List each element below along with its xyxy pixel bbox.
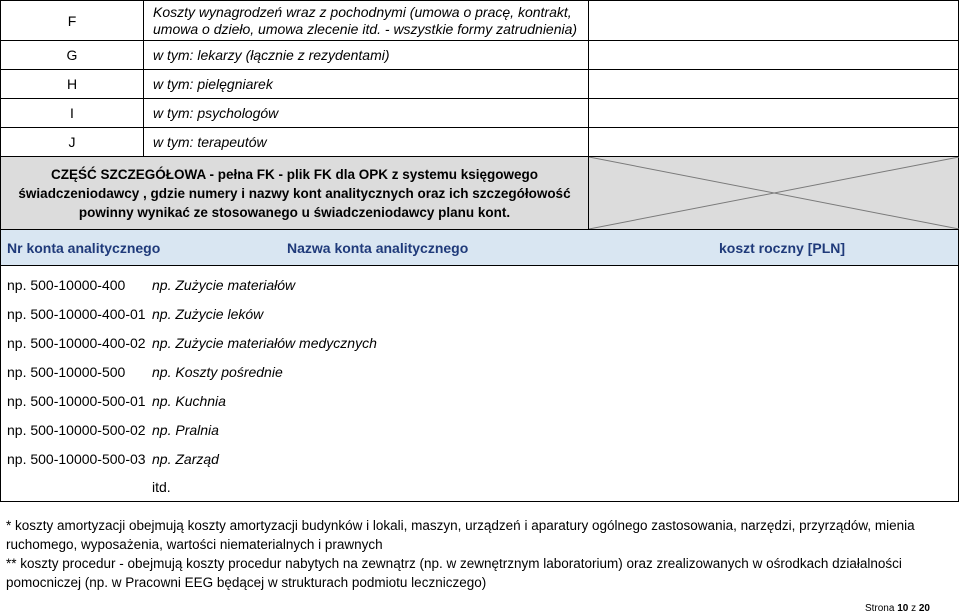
account-name: np. Zużycie materiałów [152, 277, 296, 293]
total-pages: 20 [918, 603, 930, 614]
row-description: w tym: lekarzy (łącznie z rezydentami) [144, 41, 589, 69]
section-title: CZĘŚĆ SZCZEGÓŁOWA - pełna FK - plik FK dla OPK z systemu księgowego świadczeniodawcy , gdzie numery i nazwy kont analitycznych oraz ich szczegółowość powinny wynikać ze stosowanego u świadczeniodawcy planu kont. [1, 157, 589, 229]
page-number [865, 603, 930, 614]
table-row [0, 99, 959, 128]
footnotes [6, 516, 951, 592]
account-name: np. Pralnia [152, 422, 219, 438]
row-description: w tym: psychologów [144, 99, 589, 127]
account-name: itd. [152, 479, 171, 495]
account-number: np. 500-10000-400-01 [7, 306, 146, 322]
row-letter: I [1, 99, 144, 127]
row-description: w tym: pielęgniarek [144, 70, 589, 98]
row-letter: J [1, 128, 144, 156]
cross-mark [589, 157, 959, 229]
table-row [0, 70, 959, 99]
value-cell[interactable] [589, 128, 959, 156]
row-description: Koszty wynagrodzeń wraz z pochodnymi (umowa o pracę, kontrakt, umowa o dzieło, umowa zlecenie itd. - wszystkie formy zatrudnienia) [144, 1, 589, 40]
table-row [0, 0, 959, 41]
account-number: np. 500-10000-500 [7, 364, 126, 380]
footnote-amortization: * koszty amortyzacji obejmują koszty amortyzacji budynków i lokali, maszyn, urządzeń i aparatury ogólnego zastosowania, narzędzi, przyrządów, mienia ruchomego, wyposażenia, wartości niematerialnych i prawnych [6, 518, 915, 552]
accounts-list [0, 266, 959, 502]
row-letter: F [1, 1, 144, 40]
value-cell[interactable] [589, 99, 959, 127]
row-description: w tym: terapeutów [144, 128, 589, 156]
account-number: np. 500-10000-500-03 [7, 451, 146, 467]
account-number: np. 500-10000-400-02 [7, 335, 146, 351]
column-header-cost: koszt roczny [PLN] [719, 239, 846, 256]
account-name: np. Zużycie leków [152, 306, 264, 322]
account-name: np. Kuchnia [152, 393, 226, 409]
section-header [0, 157, 959, 230]
column-header-row [0, 230, 959, 266]
account-name: np. Zarząd [152, 451, 219, 467]
value-cell[interactable] [589, 41, 959, 69]
row-letter: G [1, 41, 144, 69]
page-of: z [911, 603, 917, 614]
row-letter: H [1, 70, 144, 98]
column-header-name: Nazwa konta analitycznego [287, 239, 469, 256]
account-name: np. Koszty pośrednie [152, 364, 283, 380]
value-cell[interactable] [589, 1, 959, 40]
footnote-procedures: ** koszty procedur - obejmują koszty procedur nabytych na zewnątrz (np. w zewnętrznym laboratorium) oraz zrealizowanych w ośrodkach działalności pomocniczej (np. w Pracowni EEG będącej w strukturach podmiotu leczniczego) [6, 556, 902, 590]
account-number: np. 500-10000-500-02 [7, 422, 146, 438]
account-name: np. Zużycie materiałów medycznych [152, 335, 377, 351]
account-number: np. 500-10000-500-01 [7, 393, 146, 409]
column-header-number: Nr konta analitycznego [7, 239, 161, 256]
current-page: 10 [897, 603, 909, 614]
crossed-out-cell [589, 157, 959, 229]
page-label: Strona [864, 603, 895, 614]
value-cell[interactable] [589, 70, 959, 98]
table-row [0, 41, 959, 70]
account-number: np. 500-10000-400 [7, 277, 126, 293]
table-row [0, 128, 959, 157]
